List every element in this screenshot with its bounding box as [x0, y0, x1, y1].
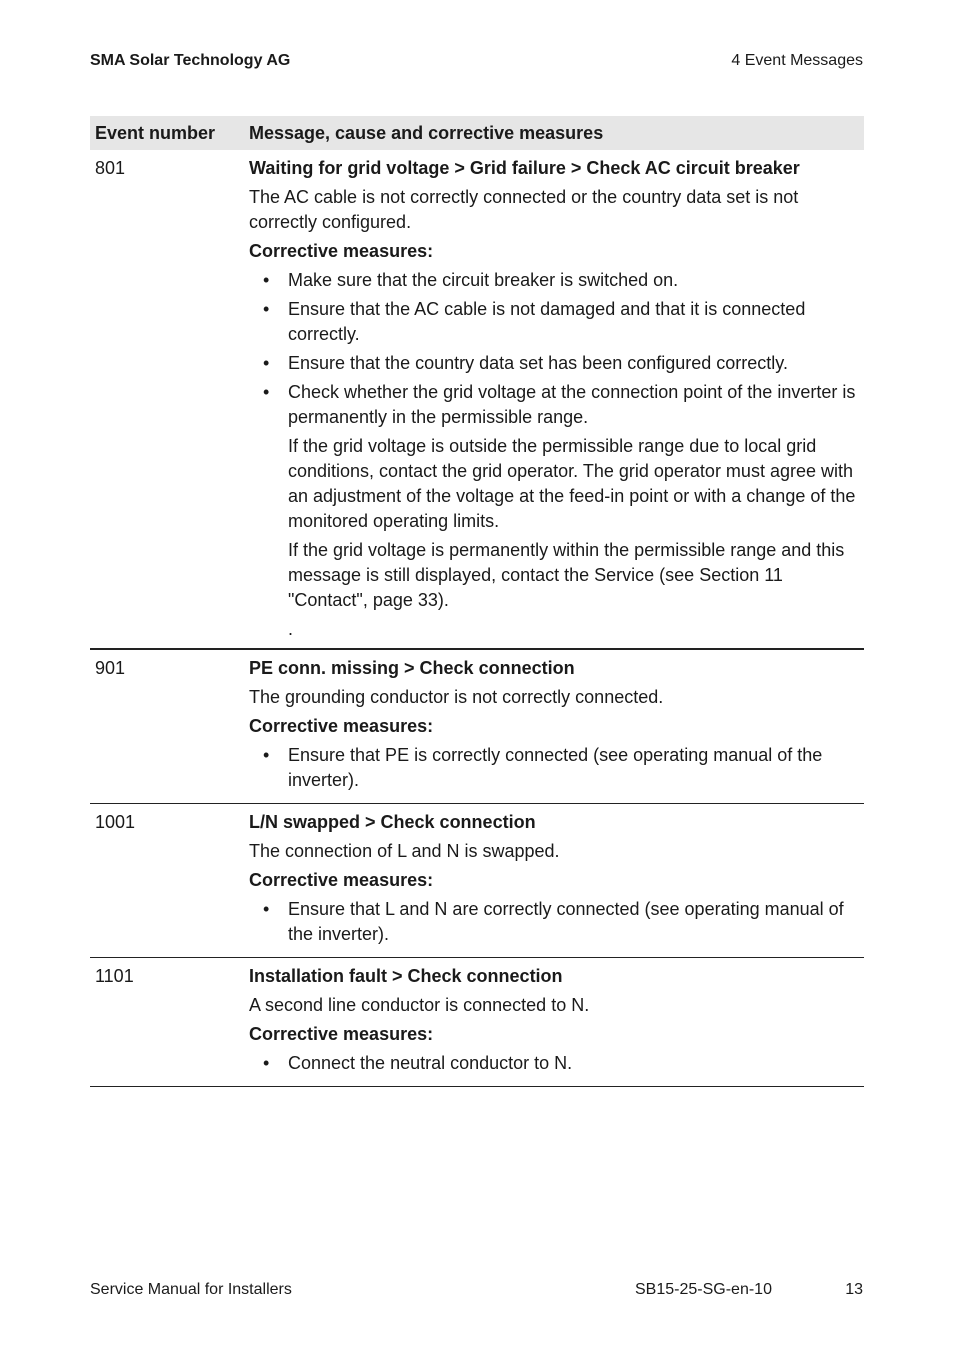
measure-text: Check whether the grid voltage at the connection point of the inverter is permanently in the permissible range. [288, 382, 856, 427]
bullet-icon: • [263, 270, 270, 290]
event-cause: The AC cable is not correctly connected or the country data set is not correctly configured. [249, 187, 799, 232]
measure-text: Ensure that PE is correctly connected (see operating manual of the inverter). [288, 745, 823, 790]
corrective-measures-label: Corrective measures: [249, 1024, 434, 1044]
event-message: PE conn. missing > Check connection [249, 658, 575, 678]
bullet-icon: • [263, 1053, 270, 1073]
event-cause: The connection of L and N is swapped. [249, 841, 560, 861]
event-number: 1001 [95, 812, 136, 832]
table-row [90, 804, 864, 958]
event-details [249, 964, 864, 1080]
list-item [249, 351, 864, 376]
event-details [249, 656, 864, 797]
event-number: 1101 [95, 966, 134, 986]
event-table [90, 116, 864, 1087]
col-event-number: Event number [95, 122, 216, 143]
event-cause: A second line conductor is connected to N. [249, 995, 590, 1015]
measures-list [249, 1051, 864, 1076]
event-number: 901 [95, 658, 126, 678]
measure-text: Ensure that the AC cable is not damaged and that it is connected correctly. [288, 299, 806, 344]
event-message: L/N swapped > Check connection [249, 812, 536, 832]
measure-text: Ensure that the country data set has been configured correctly. [288, 353, 788, 373]
table-row [90, 958, 864, 1087]
event-details [249, 810, 864, 951]
table-row [90, 150, 864, 650]
measures-list [249, 268, 864, 430]
bullet-icon: • [263, 745, 270, 765]
list-item [249, 297, 864, 347]
bullet-icon: • [263, 353, 270, 373]
bullet-icon: • [263, 899, 270, 919]
event-message: Waiting for grid voltage > Grid failure > Check AC circuit breaker [249, 158, 800, 178]
footer-manual-title: Service Manual for Installers [90, 1281, 292, 1298]
corrective-measures-label: Corrective measures: [249, 716, 434, 736]
measure-note: If the grid voltage is permanently within the permissible range and this message is still displayed, contact the Service (see Section 11 "Contact", page 33). [288, 540, 845, 610]
measures-list [249, 743, 864, 793]
measure-text: Connect the neutral conductor to N. [288, 1053, 573, 1073]
corrective-measures-label: Corrective measures: [249, 241, 434, 261]
page-number: 13 [845, 1281, 863, 1298]
measure-text: Ensure that L and N are correctly connected (see operating manual of the inverter). [288, 899, 844, 944]
bullet-icon: • [263, 299, 270, 319]
event-cause: The grounding conductor is not correctly connected. [249, 687, 664, 707]
col-message: Message, cause and corrective measures [249, 122, 604, 143]
header-company: SMA Solar Technology AG [90, 52, 291, 69]
event-message: Installation fault > Check connection [249, 966, 563, 986]
event-details [249, 156, 864, 642]
list-item [249, 1051, 864, 1076]
header-section: 4 Event Messages [731, 52, 863, 69]
bullet-icon: • [263, 382, 270, 402]
event-number: 801 [95, 158, 126, 178]
list-item [249, 743, 864, 793]
trailing-dot: . [288, 619, 294, 639]
footer-doc-code: SB15-25-SG-en-10 [635, 1281, 772, 1298]
table-row [90, 650, 864, 804]
measure-note: If the grid voltage is outside the permissible range due to local grid conditions, contact the grid operator. The grid operator must agree with an adjustment of the voltage at the feed-in point or with a change of the monitored operating limits. [288, 436, 856, 531]
measure-text: Make sure that the circuit breaker is switched on. [288, 270, 679, 290]
table-header [90, 116, 864, 150]
list-item [249, 268, 864, 293]
corrective-measures-label: Corrective measures: [249, 870, 434, 890]
list-item [249, 897, 864, 947]
list-item [249, 380, 864, 430]
measures-list [249, 897, 864, 947]
